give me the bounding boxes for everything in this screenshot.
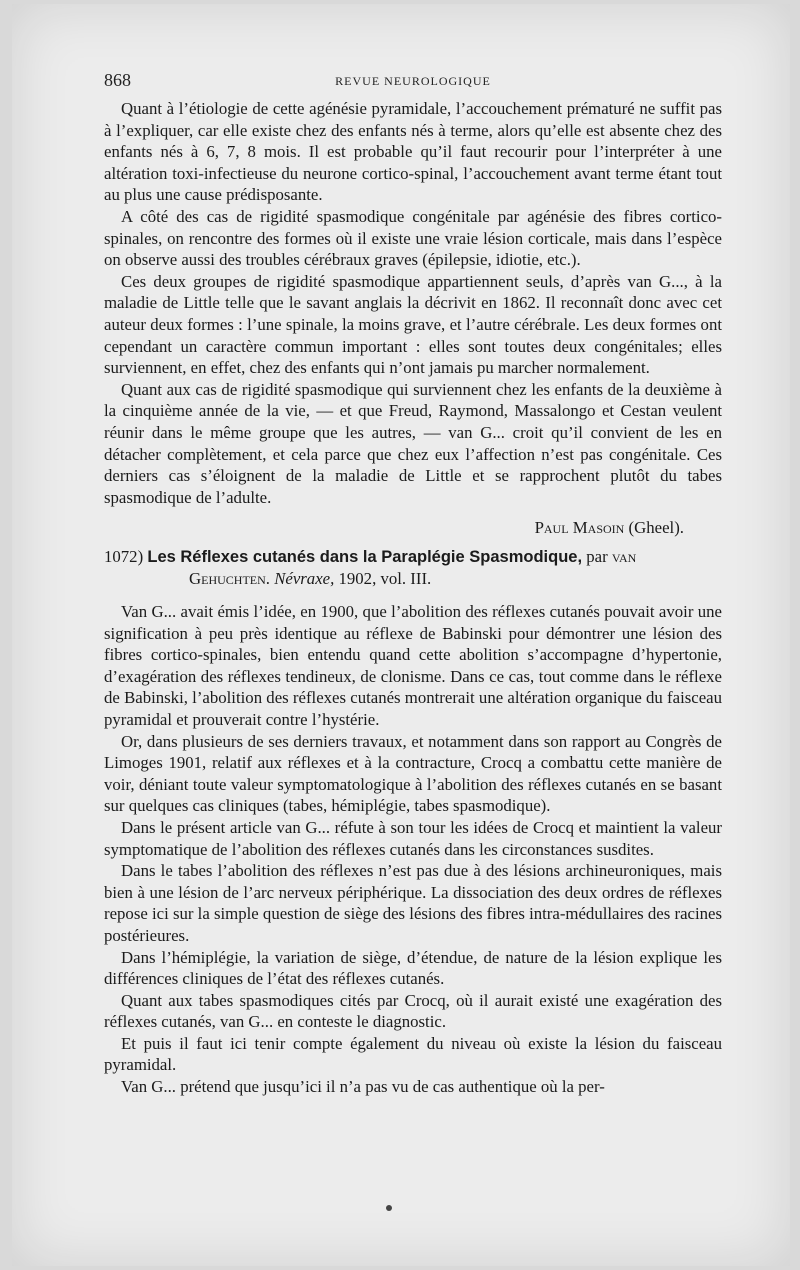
- paragraph: Dans l’hémiplégie, la variation de siège, d’étendue, de nature de la lésion explique les différences cliniques de l’état des réflexes cutanés.: [104, 947, 722, 989]
- paragraph: Quant à l’étiologie de cette agénésie pyramidale, l’accouchement prématuré ne suffit pas à l’expliquer, car elle existe chez des enfants nés à terme, alors qu’elle est absente chez des enfants nés à 6, 7, 8 mois. Il est probable qu’il faut recourir pour l’interpréter à une altération toxi-infectieuse du neurone cortico-spinal, l’accouchement avant terme étant tout au plus une cause prédisposante.: [104, 99, 722, 205]
- reviewer-place: (Gheel).: [628, 518, 684, 537]
- paragraph: Van G... avait émis l’idée, en 1900, que l’abolition des réflexes cutanés pouvait avoir une signification à peu près identique au réflexe de Babinski pour démontrer une lésion des fibres cortico-spinales, bien entendu quand cette abolition s’accompagne d’hypertonie, d’exagération des réflexes tendineux, de clonisme. Dans ce cas, tout comme dans le réflexe de Babinski, l’abolition des réflexes cutanés montrerait une altération organique du faisceau pyramidal et prouverait contre l’hystérie.: [104, 602, 722, 729]
- page-header: [104, 70, 722, 92]
- article-citation: 1902, vol. III.: [338, 569, 432, 588]
- reviewer-name: Paul Masoin: [534, 518, 625, 537]
- article-body: [104, 601, 722, 1098]
- paragraph: Van G... prétend que jusqu’ici il n’a pas vu de cas authentique où la per-: [121, 1077, 605, 1097]
- paragraph: Quant aux cas de rigidité spasmodique qui surviennent chez les enfants de la deuxième à la cinquième année de la vie, — et que Freud, Raymond, Massalongo et Cestan veulent réunir dans le même groupe que les autres, — van G... croit qu’il convient de les en détacher complètement, et cela parce que chez eux l’affection n’est pas congénitale. Ces derniers cas s’éloignent de la maladie de Little et se rapprochent plutôt du tabes spasmodique de l’adulte.: [104, 379, 722, 507]
- paragraph: Ces deux groupes de rigidité spasmodique appartiennent seuls, d’après van G..., à la maladie de Little telle que le savant anglais la décrivit en 1862. Il reconnaît donc avec cet auteur deux formes : l’une spinale, la moins grave, et l’autre cérébrale. Les deux formes ont cependant un caractère commun important : elles sont toutes deux congénitales; elles surviennent, en effet, chez des enfants qui n’ont jamais pu marcher normalement.: [104, 271, 722, 378]
- review-signature: [104, 518, 684, 538]
- article-title: Les Réflexes cutanés dans la Paraplégie Spasmodique,: [147, 548, 583, 566]
- article-journal: Névraxe,: [274, 569, 335, 588]
- paragraph: A côté des cas de rigidité spasmodique congénitale par agénésie des fibres cortico-spinales, on rencontre des formes où il existe une vraie lésion corticale, mais dans l’espèce on observe aussi des troubles cérébraux graves (épilepsie, idiotie, etc.).: [104, 206, 722, 270]
- review-1-body: [104, 98, 722, 508]
- article-author: Gehuchten.: [189, 569, 270, 588]
- page-number: 868: [104, 70, 131, 90]
- paragraph: Quant aux tabes spasmodiques cités par Crocq, où il aurait existé une exagération des réflexes cutanés, van G... en conteste le diagnostic.: [104, 990, 722, 1032]
- article-by: par: [586, 547, 608, 566]
- article-heading: [104, 546, 722, 589]
- article-author-prefix: van: [611, 547, 637, 566]
- paragraph: Dans le présent article van G... réfute à son tour les idées de Crocq et maintient la valeur symptomatique de l’abolition des réflexes cutanés dans les circonstances susdites.: [104, 817, 722, 859]
- article-number: 1072): [104, 547, 144, 566]
- paragraph: Et puis il faut ici tenir compte également du niveau où existe la lésion du faisceau pyramidal.: [104, 1033, 722, 1075]
- running-head: REVUE NEUROLOGIQUE: [335, 74, 491, 88]
- paragraph: Or, dans plusieurs de ses derniers travaux, et notamment dans son rapport au Congrès de Limoges 1901, relatif aux réflexes et à la contracture, Crocq a combattu cette manière de voir, déniant toute valeur symptomatologique à l’abolition des réflexes cutanés en se basant sur quelques cas cliniques (tabes, hémiplégie, tabes spasmodique).: [104, 731, 722, 816]
- ink-dot: [386, 1205, 392, 1211]
- paragraph: Dans le tabes l’abolition des réflexes n’est pas due à des lésions archineuroniques, mais bien à une lésion de l’arc nerveux périphérique. La dissociation des deux ordres de réflexes repose ici sur la simple question de siège des lésions des fibres intra-médullaires des racines postérieures.: [104, 861, 722, 945]
